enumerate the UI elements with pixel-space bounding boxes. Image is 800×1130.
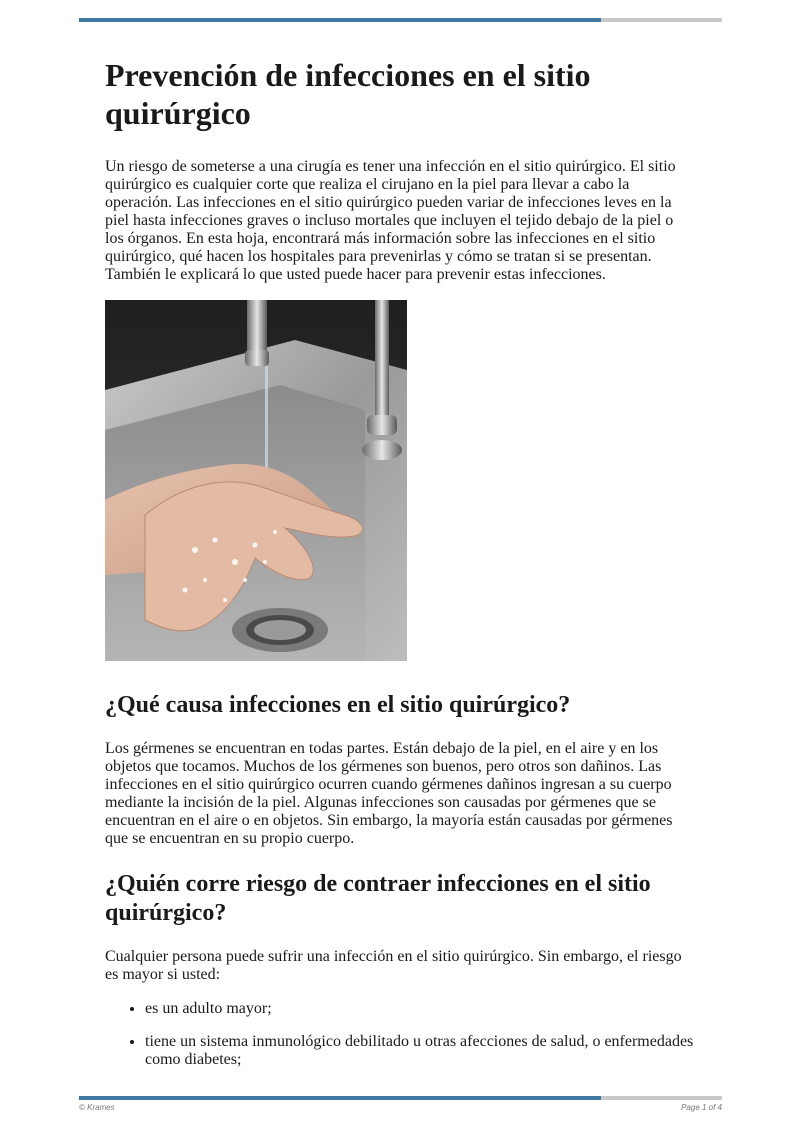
- section-heading-risk: ¿Quién corre riesgo de contraer infecciones en el sitio quirúrgico?: [105, 871, 651, 926]
- intro-paragraph: Un riesgo de someterse a una cirugía es tener una infección en el sitio quirúrgico. El sitio quirúrgico es cualquier corte que realiza el cirujano en la piel para llevar a cabo la operación. Las infecciones en el sitio quirúrgico pueden variar de infecciones leves en la piel hasta infecciones graves o incluso mortales que incluyen el tejido debajo de la piel o los órganos. En esta hoja, encontrará más información sobre las infecciones en el sitio quirúrgico, qué hacen los hospitales para prevenirlas y cómo se tratan si se presentan. También le explicará lo que usted puede hacer para prevenir estas infecciones.: [105, 158, 676, 283]
- footer-copyright: © Krames: [79, 1103, 115, 1112]
- section-heading-causes: ¿Qué causa infecciones en el sitio quirúrgico?: [105, 692, 571, 718]
- header-progress-bar: [79, 18, 722, 22]
- page-title: Prevención de infecciones en el sitio quirúrgico: [105, 57, 591, 131]
- section-body-causes: Los gérmenes se encuentran en todas partes. Están debajo de la piel, en el aire y en los objetos que tocamos. Muchos de los gérmenes son buenos, pero otros son dañinos. Las infecciones en el sitio quirúrgico ocurren cuando gérmenes dañinos ingresan a su cuerpo mediante la incisión de la piel. Algunas infecciones son causadas por gérmenes que se encuentran en el aire o en objetos. Sin embargo, la mayoría están causadas por gérmenes que se encuentran en su propio cuerpo.: [105, 740, 673, 847]
- section-body-risk: Cualquier persona puede sufrir una infección en el sitio quirúrgico. Sin embargo, el riesgo es mayor si usted:: [105, 948, 682, 983]
- footer-page-number: Page 1 of 4: [681, 1103, 722, 1112]
- risk-factor-list: [105, 1000, 695, 1069]
- page-content: [105, 56, 695, 1084]
- footer-progress-bar: [79, 1096, 722, 1100]
- list-item: • tiene un sistema inmunológico debilitado u otras afecciones de salud, o enfermedades como diabetes;: [145, 1033, 695, 1069]
- list-item: • es un adulto mayor;: [145, 1000, 695, 1018]
- handwashing-photo: [105, 300, 407, 661]
